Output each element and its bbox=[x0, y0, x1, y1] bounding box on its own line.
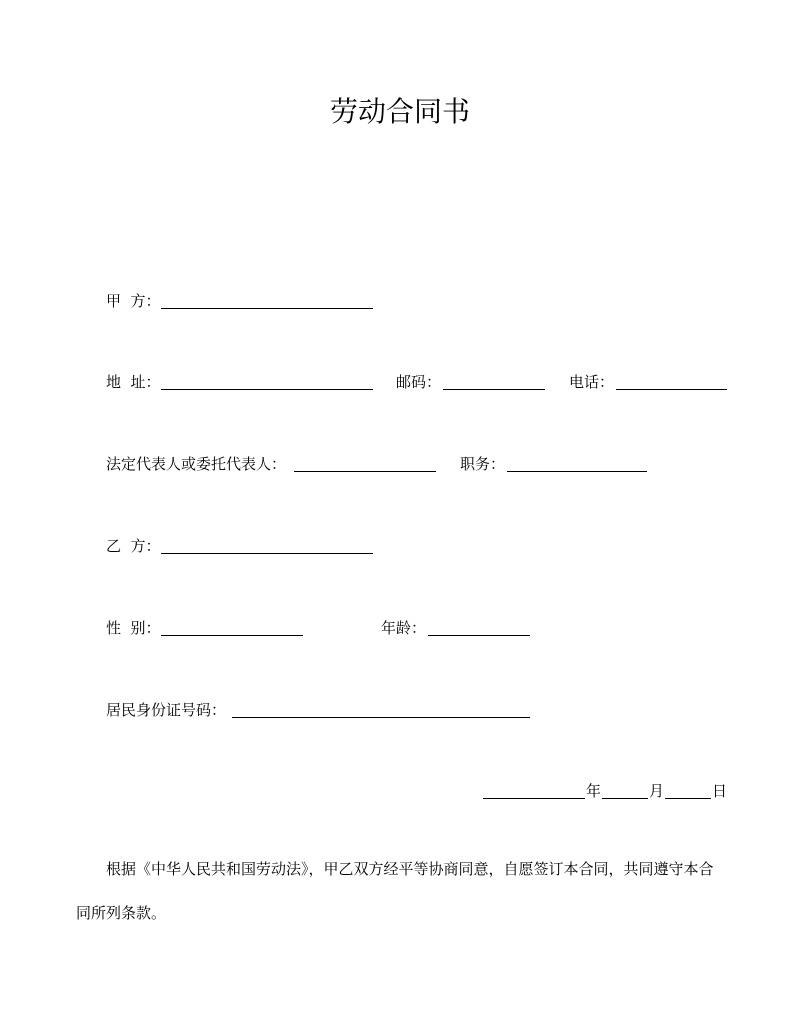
party-b-label: 乙 方： bbox=[106, 537, 161, 555]
age-label: 年龄： bbox=[381, 619, 427, 637]
intro-paragraph: 根据《中华人民共和国劳动法》，甲乙双方经平等协商同意，自愿签订本合同，共同遵守本合同所列条款。 bbox=[76, 860, 714, 922]
year-field[interactable] bbox=[483, 780, 585, 799]
phone-field[interactable] bbox=[616, 371, 727, 390]
year-label: 年 bbox=[586, 782, 602, 800]
gender-label: 性 别： bbox=[106, 619, 161, 637]
representative-field[interactable] bbox=[294, 453, 436, 472]
age-field[interactable] bbox=[428, 617, 530, 636]
position-field[interactable] bbox=[507, 453, 647, 472]
position-label: 职务： bbox=[460, 455, 506, 473]
id-number-field[interactable] bbox=[232, 699, 530, 718]
address-field[interactable] bbox=[161, 371, 373, 390]
document-title: 劳动合同书 bbox=[329, 95, 470, 128]
party-b-field[interactable] bbox=[161, 535, 373, 554]
phone-label: 电话： bbox=[569, 373, 615, 391]
postcode-label: 邮码： bbox=[396, 373, 442, 391]
postcode-field[interactable] bbox=[443, 371, 545, 390]
day-field[interactable] bbox=[665, 780, 711, 799]
month-field[interactable] bbox=[602, 780, 648, 799]
party-a-label: 甲 方： bbox=[106, 292, 161, 310]
address-label: 地 址： bbox=[106, 373, 161, 391]
day-label: 日 bbox=[712, 782, 728, 800]
id-number-label: 居民身份证号码： bbox=[106, 701, 227, 719]
gender-field[interactable] bbox=[161, 617, 303, 636]
party-a-field[interactable] bbox=[161, 290, 373, 309]
representative-label: 法定代表人或委托代表人： bbox=[106, 455, 287, 473]
month-label: 月 bbox=[649, 782, 665, 800]
